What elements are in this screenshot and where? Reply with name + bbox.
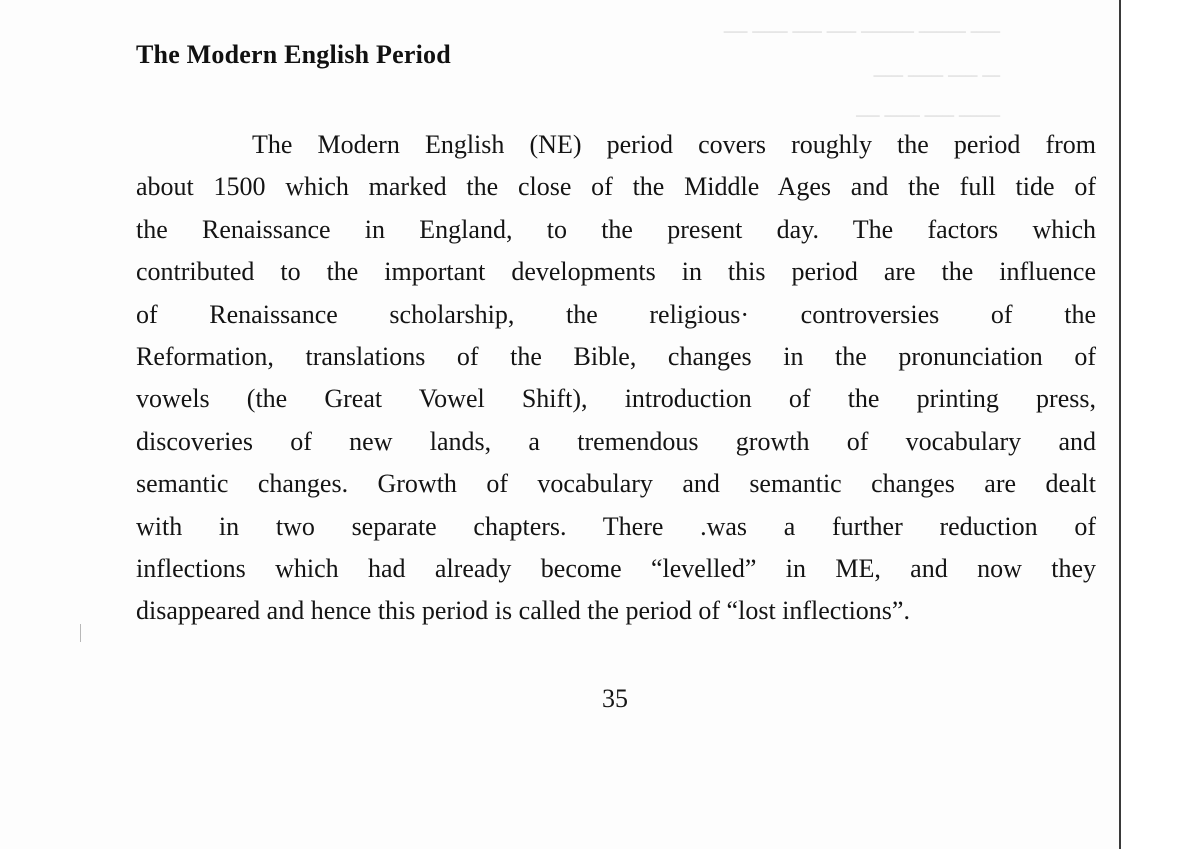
- section-heading: The Modern English Period: [136, 40, 451, 69]
- paragraph-line: about 1500 which marked the close of the Middle Ages and the full tide of: [136, 172, 1096, 202]
- paragraph-line: disappeared and hence this period is called the period of “lost inflections”.: [136, 596, 910, 626]
- paragraph-line: with in two separate chapters. There .was a further reduction of: [136, 511, 1096, 541]
- paragraph-line: contributed to the important developments in this period are the influence: [136, 257, 1096, 287]
- show-through-text: ــــ ــــــ ـــــ ـــــ ـــــــــ ــــــــ ـــــ: [723, 16, 1000, 38]
- body-paragraph: [136, 124, 1096, 633]
- show-through-text: ــــ ــــــ ـــــ ـــــــ: [856, 100, 1000, 122]
- page-edge-margin: [1121, 0, 1200, 849]
- show-through-text: ـــــ ــــــ ـــــ ـــ: [873, 60, 1000, 82]
- paragraph-line: the Renaissance in England, to the present day. The factors which: [136, 214, 1096, 244]
- paragraph-line: inflections which had already become “levelled” in ME, and now they: [136, 553, 1096, 583]
- paragraph-line: Reformation, translations of the Bible, changes in the pronunciation of: [136, 341, 1096, 371]
- paragraph-line: vowels (the Great Vowel Shift), introduction of the printing press,: [136, 384, 1096, 414]
- page-number: 35: [602, 684, 628, 713]
- paragraph-line: discoveries of new lands, a tremendous growth of vocabulary and: [136, 426, 1096, 456]
- paragraph-line: semantic changes. Growth of vocabulary and semantic changes are dealt: [136, 469, 1096, 499]
- paragraph-line: of Renaissance scholarship, the religious· controversies of the: [136, 299, 1096, 329]
- margin-mark: [80, 624, 81, 642]
- paragraph-line: The Modern English (NE) period covers roughly the period from: [252, 130, 1096, 159]
